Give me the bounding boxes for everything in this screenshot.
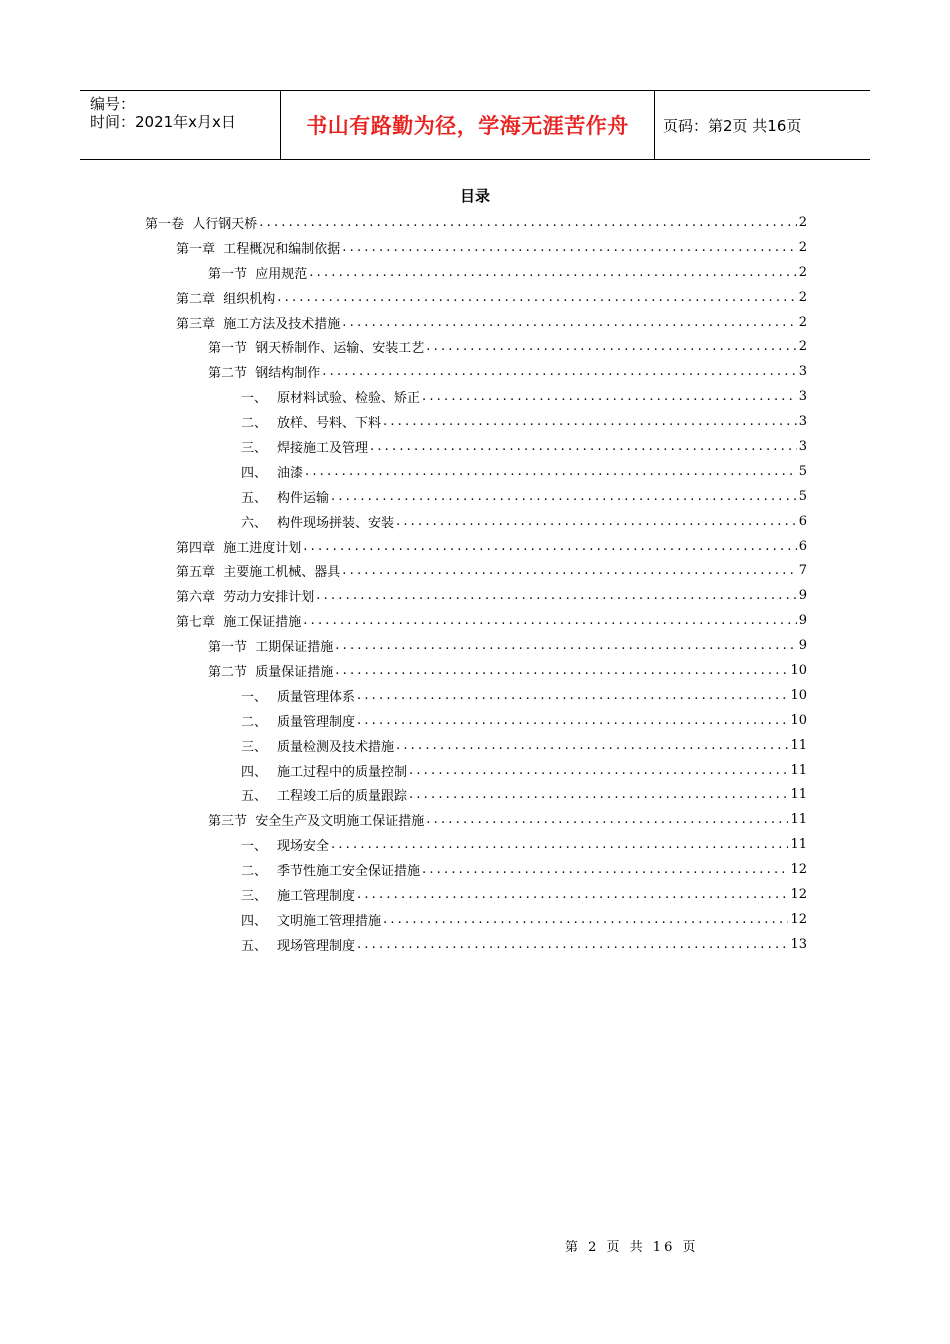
toc-leader <box>409 787 788 802</box>
toc-leader <box>303 539 796 554</box>
toc-entry[interactable] <box>145 384 807 409</box>
page-header <box>80 90 870 160</box>
toc-entry-text: 质量检测及技术措施 <box>277 739 395 755</box>
toc-entry-text: 质量管理体系 <box>277 689 356 705</box>
toc-entry[interactable] <box>145 832 807 857</box>
toc-leader <box>357 887 788 902</box>
toc-entry-prefix: 第一卷 <box>145 216 185 232</box>
toc-entry-text: 工程竣工后的质量跟踪 <box>277 789 408 805</box>
toc-entry-page: 2 <box>798 214 807 230</box>
toc-leader <box>331 837 788 852</box>
toc-entry[interactable] <box>145 509 807 534</box>
toc-entry[interactable] <box>145 534 807 559</box>
toc-leader <box>309 265 796 280</box>
toc-entry-text: 应用规范 <box>255 266 308 282</box>
toc-entry-prefix: 第七章 <box>176 615 216 631</box>
toc-entry-prefix: 三、 <box>241 888 268 904</box>
toc-entry-text: 现场安全 <box>277 839 330 855</box>
toc-leader <box>396 738 788 753</box>
toc-entry[interactable] <box>145 434 807 459</box>
toc-entry-text: 质量管理制度 <box>277 714 356 730</box>
toc-entry-prefix: 一、 <box>241 839 268 855</box>
toc-entry-prefix: 第一章 <box>176 241 216 257</box>
toc-entry-text: 施工进度计划 <box>223 540 302 556</box>
toc-entry-page: 10 <box>790 687 807 703</box>
toc-entry-page: 11 <box>790 787 807 803</box>
toc-entry-page: 5 <box>798 463 807 479</box>
toc-entry-page: 2 <box>798 339 807 355</box>
toc-entry-text: 构件运输 <box>277 490 330 506</box>
toc-entry-page: 9 <box>798 638 807 654</box>
toc-entry-text: 施工保证措施 <box>223 615 302 631</box>
toc-entry[interactable] <box>145 907 807 932</box>
toc-entry[interactable] <box>145 608 807 633</box>
toc-entry-text: 安全生产及文明施工保证措施 <box>255 814 425 830</box>
toc-entry[interactable] <box>145 235 807 260</box>
toc-entry[interactable] <box>145 334 807 359</box>
toc-entry[interactable] <box>145 260 807 285</box>
toc-leader <box>342 240 796 255</box>
toc-entry-page: 6 <box>798 513 807 529</box>
toc-entry-text: 油漆 <box>277 465 304 481</box>
toc-entry-prefix: 四、 <box>241 913 268 929</box>
toc-entry-page: 2 <box>798 264 807 280</box>
toc-entry[interactable] <box>145 459 807 484</box>
toc-entry[interactable] <box>145 409 807 434</box>
toc-entry-text: 工期保证措施 <box>255 640 334 656</box>
toc-entry-text: 施工方法及技术措施 <box>223 316 341 332</box>
toc-leader <box>357 937 788 952</box>
toc-entry-prefix: 第一节 <box>208 341 248 357</box>
toc-entry-page: 2 <box>798 239 807 255</box>
toc-entry-prefix: 六、 <box>241 515 268 531</box>
toc-entry-prefix: 一、 <box>241 689 268 705</box>
toc-entry-page: 10 <box>790 712 807 728</box>
toc-entry-prefix: 三、 <box>241 739 268 755</box>
page-footer: 第 2 页 共 16 页 <box>565 1240 699 1255</box>
toc-entry[interactable] <box>145 733 807 758</box>
toc-leader <box>335 638 796 653</box>
toc-entry-page: 11 <box>790 737 807 753</box>
toc-leader <box>396 514 797 529</box>
toc-leader <box>426 812 788 827</box>
toc-entry-page: 3 <box>798 414 807 430</box>
toc-entry-prefix: 第四章 <box>176 540 216 556</box>
toc-entry-page: 11 <box>790 837 807 853</box>
toc-entry-text: 钢天桥制作、运输、安装工艺 <box>255 341 425 357</box>
toc-entry-text: 组织机构 <box>223 291 276 307</box>
toc-entry-page: 9 <box>798 588 807 604</box>
toc-entry-prefix: 五、 <box>241 490 268 506</box>
toc-entry-prefix: 二、 <box>241 864 268 880</box>
toc-entry-text: 现场管理制度 <box>277 938 356 954</box>
toc-leader <box>422 389 797 404</box>
toc-entry-prefix: 三、 <box>241 440 268 456</box>
toc-entry-page: 2 <box>798 289 807 305</box>
toc-leader <box>303 613 796 628</box>
toc-entry-page: 3 <box>798 389 807 405</box>
toc-entry-text: 工程概况和编制依据 <box>223 241 341 257</box>
toc-entry-prefix: 一、 <box>241 391 268 407</box>
toc-entry-text: 放样、号料、下料 <box>277 416 382 432</box>
toc-entry[interactable] <box>145 857 807 882</box>
toc-entry-page: 9 <box>798 613 807 629</box>
toc-leader <box>383 414 797 429</box>
toc-entry[interactable] <box>145 210 807 235</box>
toc-entry-prefix: 第二节 <box>208 366 248 382</box>
toc-entry-prefix: 五、 <box>241 938 268 954</box>
document-number-label: 编号： <box>90 95 136 113</box>
toc-entry-text: 施工过程中的质量控制 <box>277 764 408 780</box>
toc-entry[interactable] <box>145 782 807 807</box>
toc-leader <box>331 489 797 504</box>
toc-entry[interactable] <box>145 558 807 583</box>
toc-entry[interactable] <box>145 583 807 608</box>
toc-leader <box>259 215 796 230</box>
toc-entry-page: 13 <box>790 936 807 952</box>
toc-entry-text: 主要施工机械、器具 <box>223 565 341 581</box>
toc-leader <box>357 713 788 728</box>
toc-entry-page: 5 <box>798 488 807 504</box>
toc-leader <box>357 688 788 703</box>
toc-leader <box>335 663 788 678</box>
toc-entry-prefix: 四、 <box>241 764 268 780</box>
header-motto: 书山有路勤为径，学海无涯苦作舟 <box>281 91 655 159</box>
toc-entry-page: 6 <box>798 538 807 554</box>
toc-entry[interactable] <box>145 758 807 783</box>
toc-entry-text: 文明施工管理措施 <box>277 913 382 929</box>
toc-entry-text: 构件现场拼装、安装 <box>277 515 395 531</box>
toc-leader <box>426 339 796 354</box>
toc-leader <box>305 464 797 479</box>
toc-entry-page: 3 <box>798 438 807 454</box>
toc-leader <box>409 763 788 778</box>
toc-entry-page: 11 <box>790 812 807 828</box>
toc-entry-prefix: 第二节 <box>208 664 248 680</box>
toc-entry-text: 人行钢天桥 <box>192 216 258 232</box>
toc-entry-page: 11 <box>790 762 807 778</box>
toc-entry-text: 原材料试验、检验、矫正 <box>277 391 421 407</box>
toc-entry[interactable] <box>145 633 807 658</box>
toc-entry-text: 施工管理制度 <box>277 888 356 904</box>
toc-entry-text: 钢结构制作 <box>255 366 321 382</box>
toc-entry-prefix: 第三节 <box>208 814 248 830</box>
toc-entry[interactable] <box>145 882 807 907</box>
toc-entry-prefix: 第二章 <box>176 291 216 307</box>
toc-entry[interactable] <box>145 484 807 509</box>
toc-entry-prefix: 四、 <box>241 465 268 481</box>
toc-entry[interactable] <box>145 285 807 310</box>
toc-entry-page: 10 <box>790 662 807 678</box>
toc-entry[interactable] <box>145 807 807 832</box>
toc-entry[interactable] <box>145 310 807 335</box>
toc-entry-prefix: 第五章 <box>176 565 216 581</box>
document-time: 时间：2021年x月x日 <box>90 113 236 131</box>
toc-entry-prefix: 二、 <box>241 416 268 432</box>
table-of-contents <box>145 210 807 957</box>
toc-entry-page: 12 <box>790 886 807 902</box>
toc-entry-text: 季节性施工安全保证措施 <box>277 864 421 880</box>
toc-entry-text: 质量保证措施 <box>255 664 334 680</box>
toc-entry[interactable] <box>145 658 807 683</box>
header-meta <box>80 91 281 159</box>
toc-entry-page: 7 <box>798 563 807 579</box>
toc-entry-text: 焊接施工及管理 <box>277 440 369 456</box>
toc-leader <box>383 912 788 927</box>
toc-entry-text: 劳动力安排计划 <box>223 590 315 606</box>
toc-entry[interactable] <box>145 932 807 957</box>
toc-entry[interactable] <box>145 359 807 384</box>
toc-leader <box>422 862 788 877</box>
toc-entry-prefix: 第一节 <box>208 266 248 282</box>
toc-entry-prefix: 第一节 <box>208 640 248 656</box>
toc-entry-prefix: 第六章 <box>176 590 216 606</box>
toc-entry-prefix: 第三章 <box>176 316 216 332</box>
toc-entry-page: 2 <box>798 314 807 330</box>
toc-title: 目录 <box>459 187 490 205</box>
toc-entry-page: 12 <box>790 911 807 927</box>
toc-entry[interactable] <box>145 708 807 733</box>
toc-leader <box>277 290 796 305</box>
toc-leader <box>322 364 796 379</box>
toc-leader <box>316 588 796 603</box>
toc-entry-prefix: 二、 <box>241 714 268 730</box>
toc-entry-page: 3 <box>798 364 807 380</box>
toc-entry-prefix: 五、 <box>241 789 268 805</box>
toc-entry-page: 12 <box>790 862 807 878</box>
toc-leader <box>370 439 797 454</box>
toc-leader <box>342 563 796 578</box>
toc-entry[interactable] <box>145 683 807 708</box>
toc-leader <box>342 315 796 330</box>
header-page-info: 页码：第2页 共16页 <box>663 116 802 135</box>
